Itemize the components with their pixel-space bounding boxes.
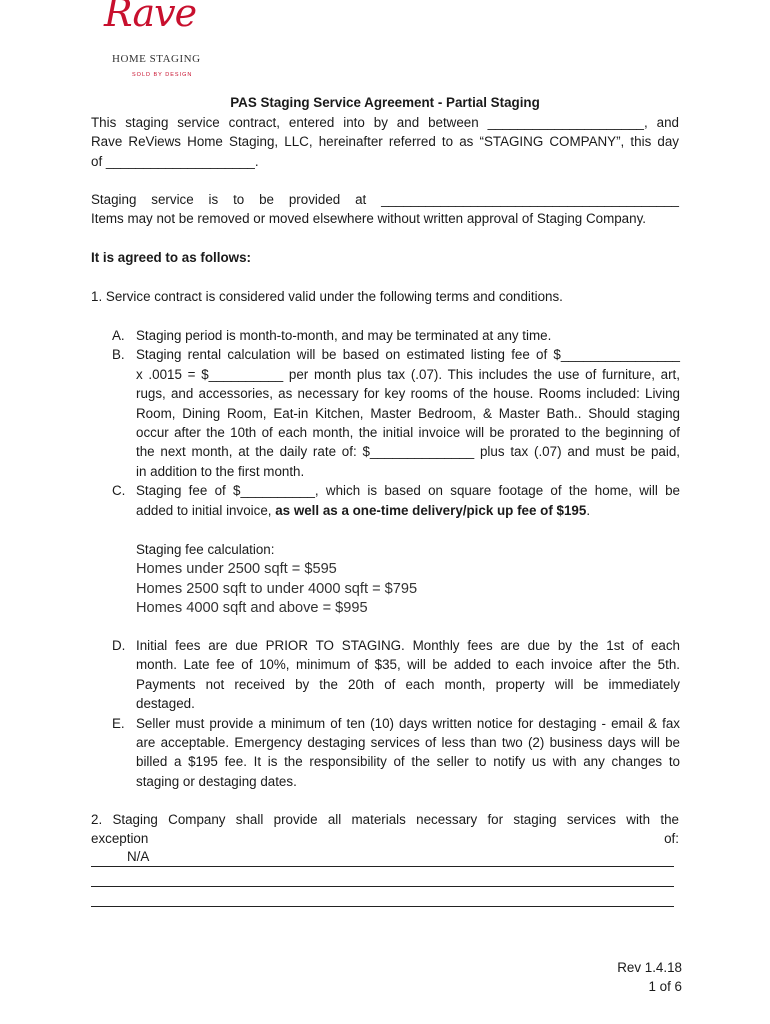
section-2-line: exception of: <box>91 831 679 847</box>
term-line: the next month, at the daily rate of: $______________ plus tax (.07) and must be paid, <box>136 444 680 460</box>
term-line: x .0015 = $__________ per month plus tax (.07). This includes the use of furniture, art, <box>136 366 680 382</box>
fee-row: Homes 4000 sqft and above = $995 <box>136 600 368 617</box>
fee-calc-heading: Staging fee calculation: <box>136 542 275 557</box>
term-marker: A. <box>112 328 125 343</box>
term-line-end: . <box>586 502 591 518</box>
revision-label: Rev 1.4.18 <box>617 960 682 975</box>
term-line: Staging rental calculation will be based on estimated listing fee of $________________ <box>136 347 680 363</box>
term-line: billed a $195 fee. It is the responsibility of the seller to notify us with any changes to <box>136 754 680 770</box>
agreed-heading: It is agreed to as follows: <box>91 250 251 265</box>
term-line <box>136 501 680 520</box>
intro-paragraph <box>91 113 679 171</box>
term-line: in addition to the first month. <box>136 463 305 479</box>
page-number: 1 of 6 <box>648 979 682 994</box>
terms-list-d-e <box>112 636 680 791</box>
term-line: month. Late fee of 10%, minimum of $35, will be added to each invoice after the 5th. <box>136 657 680 673</box>
logo-brand: Rave <box>104 0 197 35</box>
exception-blank-line <box>91 870 674 887</box>
intro-line: This staging service contract, entered into by and between _____________________, and <box>91 115 679 130</box>
term-line: Payments not received by the 20th of each month, property will be immediately <box>136 676 680 692</box>
document-title: PAS Staging Service Agreement - Partial Staging <box>230 95 540 110</box>
term-line: occur after the 10th of each month, the initial invoice will be prorated to the beginning of <box>136 425 680 441</box>
logo-home-staging: HOME STAGING <box>112 53 201 65</box>
fee-row: Homes under 2500 sqft = $595 <box>136 561 337 577</box>
term-d <box>112 636 680 714</box>
term-b <box>112 345 680 481</box>
company-logo <box>92 0 222 78</box>
term-line: Staging period is month-to-month, and may be terminated at any time. <box>136 328 552 343</box>
term-line: Room, Dining Room, Eat-in Kitchen, Master Bedroom, & Master Bath.. Should staging <box>136 405 680 421</box>
delivery-fee-bold: as well as a one-time delivery/pick up fee of $195 <box>275 502 587 518</box>
exception-line <box>91 850 674 867</box>
term-c <box>112 481 680 520</box>
service-address-line: Staging service is to be provided at ________________________________________ <box>91 192 679 207</box>
term-marker: D. <box>112 638 126 653</box>
service-paragraph <box>91 190 679 229</box>
service-removal-line: Items may not be removed or moved elsewhere without written approval of Staging Company. <box>91 211 646 227</box>
term-line: Staging fee of $__________, which is based on square footage of the home, will be <box>136 483 680 499</box>
section-1-heading: 1. Service contract is considered valid under the following terms and conditions. <box>91 289 563 304</box>
exception-value: N/A <box>127 849 150 864</box>
term-e <box>112 714 680 792</box>
term-line: Seller must provide a minimum of ten (10) days written notice for destaging - email & fax <box>136 715 680 731</box>
section-2-line: 2. Staging Company shall provide all materials necessary for staging services with the <box>91 812 679 827</box>
intro-line: Rave ReViews Home Staging, LLC, hereinafter referred to as “STAGING COMPANY”, this day <box>91 134 679 150</box>
section-2-paragraph <box>91 810 679 849</box>
intro-line: of ____________________. <box>91 153 259 169</box>
terms-list-a-c <box>112 326 680 520</box>
fee-row: Homes 2500 sqft to under 4000 sqft = $795 <box>136 580 418 597</box>
term-marker: E. <box>112 715 125 731</box>
term-line: destaged. <box>136 696 195 712</box>
exception-blank-line <box>91 890 674 907</box>
term-a <box>112 326 680 345</box>
term-line: are acceptable. Emergency destaging services of less than two (2) business days will be <box>136 735 680 751</box>
term-marker: C. <box>112 483 126 499</box>
term-line: Initial fees are due PRIOR TO STAGING. Monthly fees are due by the 1st of each <box>136 638 680 653</box>
logo-tagline: SOLD BY DESIGN <box>132 72 193 78</box>
fee-calc-table <box>136 560 417 619</box>
term-line-plain: added to initial invoice, <box>136 502 276 518</box>
term-line: staging or destaging dates. <box>136 773 297 789</box>
term-line: rugs, and accessories, as necessary for key rooms of the house. Rooms included: Living <box>136 386 680 402</box>
term-marker: B. <box>112 347 125 363</box>
